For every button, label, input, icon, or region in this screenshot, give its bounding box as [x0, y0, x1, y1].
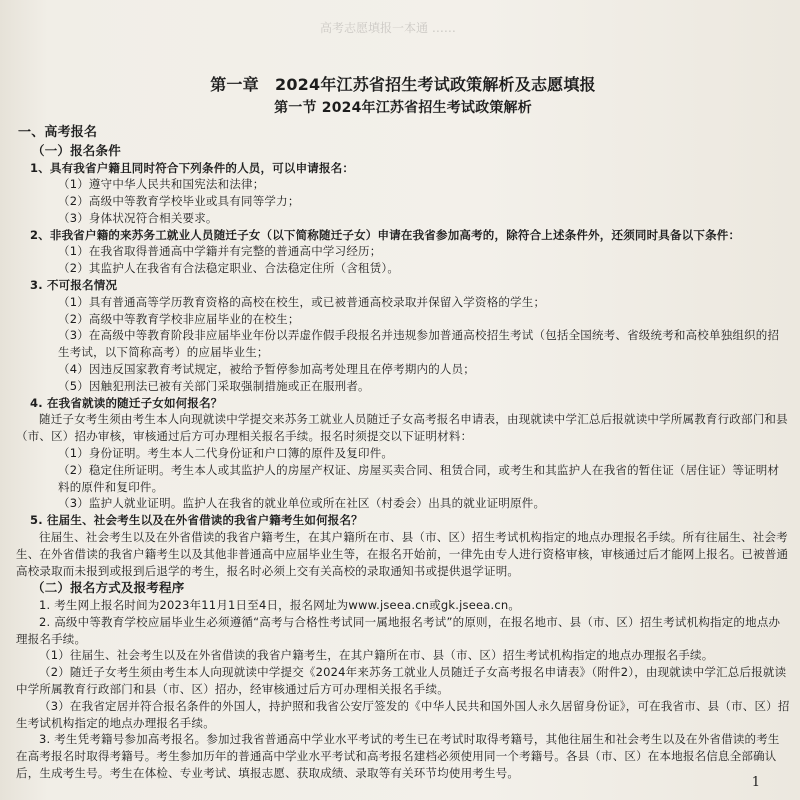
- condition-2-item: （1）在我省取得普通高中学籍并有完整的普通高中学习经历；: [58, 244, 382, 259]
- condition-3-item: （4）因违反国家教育考试规定，被给予暂停参加高考处理且在停考期内的人员；: [58, 362, 476, 377]
- condition-3-item: （3）在高级中等教育阶段非应届毕业年份以弄虚作假手段报名并违规参加普通高校招生考试（包括全国统考、省级统考和高校单独组织的招生考试，以下简称高考）的应届毕业生；: [58, 328, 780, 360]
- condition-3-item: （2）高级中等教育学校非应届毕业的在校生；: [58, 311, 300, 326]
- condition-1-item: （1）遵守中华人民共和国宪法和法律；: [58, 177, 265, 192]
- method-2-item: （1）往届生、社会考生以及在外省借读的我省户籍考生，在其户籍所在市、县（市、区）招生考试机构指定的地点办理报名手续。: [39, 648, 714, 663]
- chapter-title: 第一章 2024年江苏省招生考试政策解析及志愿填报: [210, 75, 596, 94]
- condition-3-heading: 3. 不可报名情况: [30, 278, 118, 293]
- method-1: 1. 考生网上报名时间为2023年11月1日至4日，报名网址为www.jseea.cn或gk.jseea.cn。: [39, 597, 521, 612]
- condition-4-item: （3）监护人就业证明。监护人在我省的就业单位或所在社区（村委会）出具的就业证明原件。: [58, 496, 546, 511]
- condition-2-item: （2）其监护人在我省有合法稳定职业、合法稳定住所（含租赁）。: [58, 261, 400, 276]
- condition-1-item: （3）身体状况符合相关要求。: [58, 210, 218, 225]
- document-body: [16, 74, 790, 782]
- method-2-item: （2）随迁子女考生须由考生本人向现就读中学提交《2024年来苏务工就业人员随迁子女高考报名申请表》（附件2），由现就读中学汇总后报就读中学所属教育行政部门和县（市、区）招办，经审核通过后方可办理相关报名手续。: [16, 665, 787, 696]
- method-2-item: （3）在我省定居并符合报名条件的外国人，持护照和我省公安厅签发的《中华人民共和国外国人永久居留身份证》，可在我省市、县（市、区）招生考试机构指定的地点办理报名手续。: [16, 698, 790, 730]
- page-number: 1: [751, 775, 760, 790]
- condition-3-item: （1）具有普通高等学历教育资格的高校在校生，或已被普通高校录取并保留入学资格的学生；: [58, 294, 546, 309]
- method-2: 2. 高级中等教育学校应届毕业生必须遵循“高考与合格性考试同一属地报名考试”的原则，在报名地市、县（市、区）招生考试机构指定的地点办理报名手续。: [16, 614, 781, 646]
- condition-5-heading: 5. 往届生、社会考生以及在外省借读的我省户籍考生如何报名？: [30, 513, 363, 528]
- method-3: 3. 考生凭考籍号参加高考报名。参加过我省普通高中学业水平考试的考生已在考试时取得考籍号，其他往届生和社会考生以及在外省借读的考生在高考报名时取得考籍号。考生参加历年的普通高中学业水平考试和高考报名建档必须使用同一个考籍号。各县（市、区）在本地报名信息全部确认后，生成考生号。考生在体检、专业考试、填报志愿、获取成绩、录取等有关环节均使用考生号。: [16, 732, 780, 780]
- condition-1-item: （2）高级中等教育学校毕业或具有同等学力；: [58, 194, 300, 209]
- section-title: 第一节 2024年江苏省招生考试政策解析: [274, 100, 532, 116]
- heading-method: （二）报名方式及报考程序: [32, 580, 185, 596]
- condition-5-paragraph: 往届生、社会考生以及在外省借读的我省户籍考生，在其户籍所在市、县（市、区）招生考试机构指定的地点办理报名手续。所有往届生、社会考生、在外省借读的我省户籍考生以及其他非普通高中应届毕业生等，在报名开始前，一律先由专人进行资格审核，审核通过后才能网上报名。已被普通高校录取而未报到或报到后退学的考生，报名时必须上交有关高校的录取通知书或提供退学证明。: [16, 530, 789, 578]
- condition-4-heading: 4. 在我省就读的随迁子女如何报名？: [30, 395, 223, 410]
- condition-4-item: （1）身份证明。考生本人二代身份证和户口簿的原件及复印件。: [58, 446, 394, 461]
- bleed-through-text: 高考志愿填报一本通 ……: [320, 21, 456, 35]
- condition-3-item: （5）因触犯刑法已被有关部门采取强制措施或正在服刑者。: [58, 378, 370, 393]
- condition-1-heading: 1、具有我省户籍且同时符合下列条件的人员，可以申请报名：: [30, 160, 355, 175]
- heading-conditions: （一）报名条件: [32, 143, 121, 158]
- condition-4-paragraph: 随迁子女考生须由考生本人向现就读中学提交来苏务工就业人员随迁子女高考报名申请表，由现就读中学汇总后报就读中学所属教育行政部门和县（市、区）招办审核，审核通过后方可办理相关报名手续。报名时须提交以下证明材料：: [16, 412, 788, 444]
- heading-registration: 一、高考报名: [18, 125, 98, 140]
- condition-2-heading: 2、非我省户籍的来苏务工就业人员随迁子女（以下简称随迁子女）申请在我省参加高考的，除符合上述条件外，还须同时具备以下条件：: [30, 227, 741, 242]
- condition-4-item: （2）稳定住所证明。考生本人或其监护人的房屋产权证、房屋买卖合同、租赁合同，或考生和其监护人在我省的暂住证（居住证）等证明材料的原件和复印件。: [58, 462, 780, 494]
